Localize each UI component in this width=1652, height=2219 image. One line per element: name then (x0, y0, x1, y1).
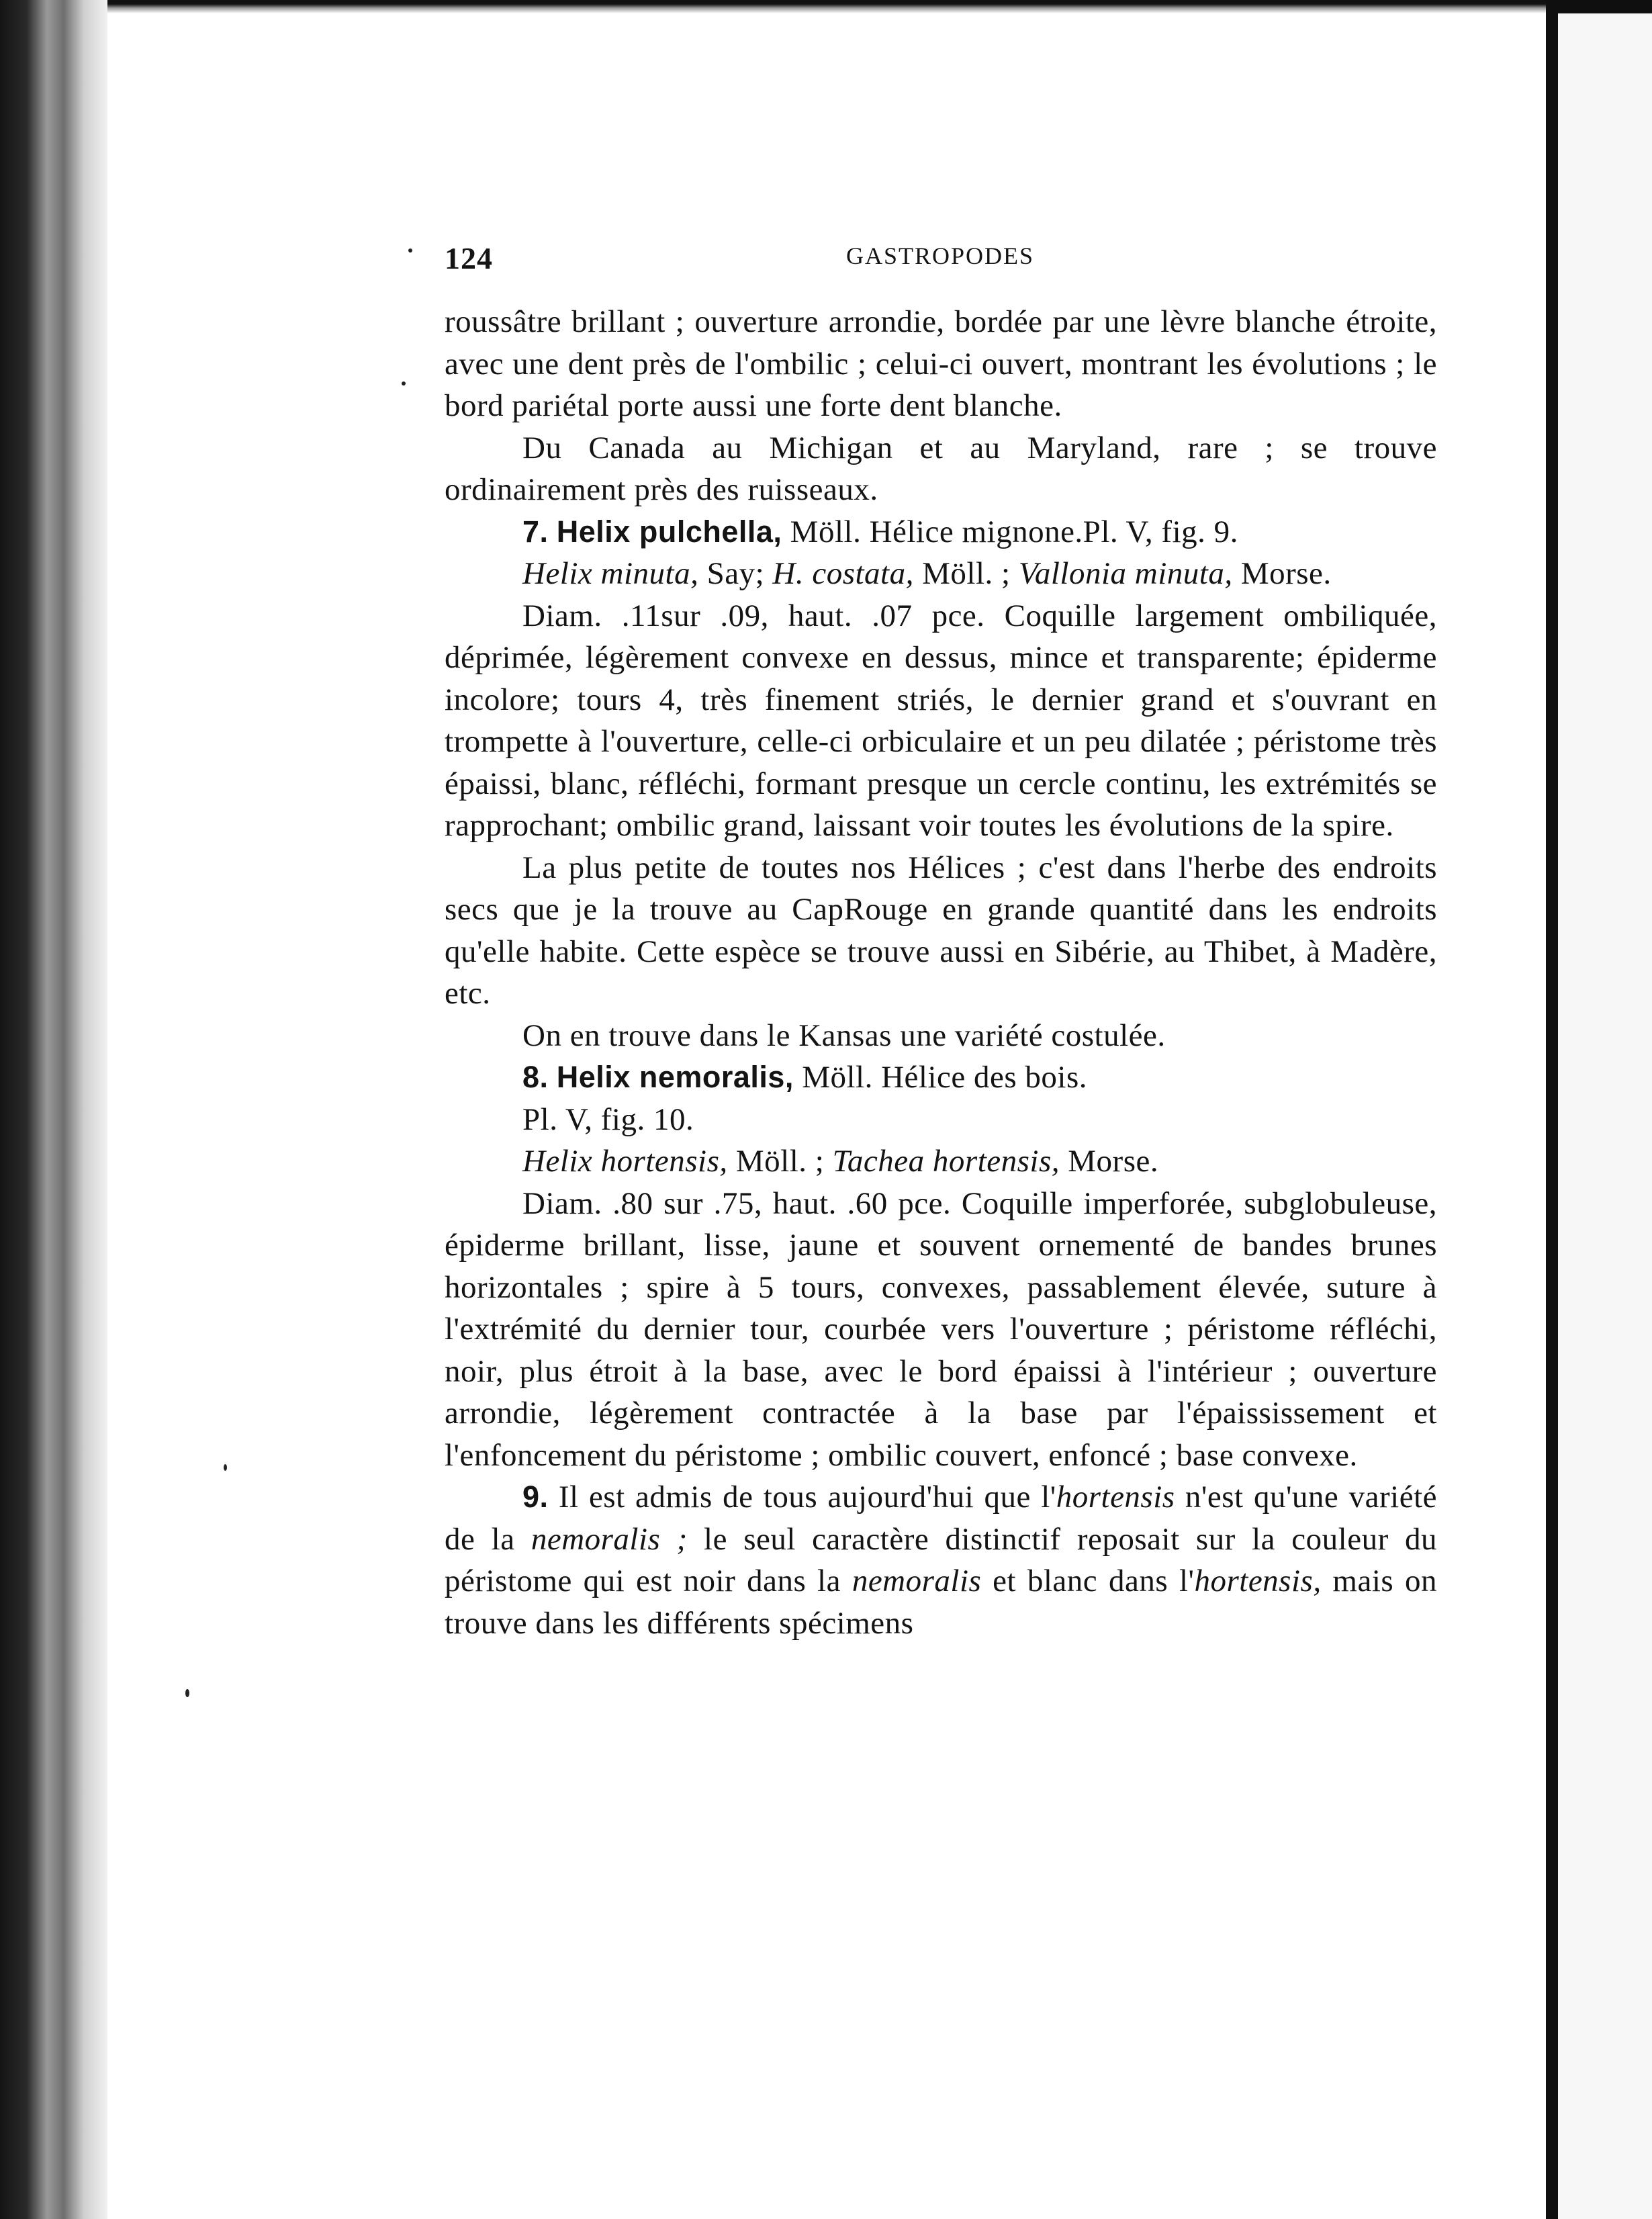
paragraph-distribution-6: Du Canada au Michigan et au Maryland, rare ; se trouve ordinairement près des ruisseaux. (445, 430, 1437, 507)
text-run: mais on trouve dans les différents spécimens (445, 1564, 1437, 1641)
synonym-author: Möll. ; (727, 1144, 833, 1179)
species-epithet: hortensis, (1194, 1564, 1322, 1598)
synonym: Tachea hortensis, (832, 1144, 1060, 1179)
paragraph-continuation: roussâtre brillant ; ouverture arrondie, bordée par une lèvre blanche étroite, avec une dent près de l'ombilic ; celui-ci ouvert, montrant les évolutions ; le bord pariétal porte aussi une forte dent blanche. (445, 304, 1437, 423)
ink-speck (224, 1464, 227, 1471)
description-8: Diam. .80 sur .75, haut. .60 pce. Coquille imperforée, subglobuleuse, épiderme brillant, lisse, jaune et souvent ornementé de bandes brunes horizontales ; spire à 5 tours, convexes, passablement élevée, suture à l'extrémité du dernier tour, courbée vers l'ouverture ; péristome réfléchi, noir, plus étroit à la base, avec le bord épaissi à l'intérieur ; ouverture arrondie, légèrement contractée à la base par l'épaississement et l'enfoncement du péristome ; ombilic couvert, enfoncé ; base convexe. (445, 1185, 1437, 1473)
species-epithet: nemoralis (852, 1564, 982, 1598)
synonym-author: Möll. ; (913, 556, 1019, 591)
synonym: Helix hortensis, (522, 1144, 728, 1179)
entry-number: 9. (522, 1480, 549, 1514)
text-run: et blanc dans l' (981, 1564, 1195, 1598)
synonyms-8 (445, 1140, 1437, 1183)
page-number: 124 (445, 241, 493, 275)
description-7: Diam. .11sur .09, haut. .07 pce. Coquille largement ombiliquée, déprimée, légèrement convexe en dessus, mince et transparente; épiderme incolore; tours 4, très finement striés, le dernier grand et s'ouvrant en trompette à l'ouverture, celle-ci orbiculaire et un peu dilatée ; péristome très épaissi, blanc, réfléchi, formant presque un cercle continu, les extrémités se rapprochant; ombilic grand, laissant voir toutes les évolutions de la spire. (445, 598, 1437, 843)
synonym: H. costata, (772, 556, 914, 591)
synonym-author: Morse. (1232, 556, 1332, 591)
plate-reference-8: Pl. V, fig. 10. (522, 1101, 694, 1137)
entry-number: 8. (522, 1060, 549, 1094)
ink-speck (185, 1689, 189, 1697)
species-name: Helix nemoralis, (556, 1060, 794, 1094)
running-title: GASTROPODES (846, 242, 1035, 269)
paragraph-9 (445, 1476, 1437, 1644)
page-content (403, 222, 1437, 1641)
facing-page-edge (1546, 0, 1652, 2219)
page-header (403, 222, 1437, 296)
text-run: n'est qu'une variété de la (445, 1480, 1437, 1557)
synonym: Helix minuta, (522, 556, 699, 591)
species-epithet: nemoralis ; (531, 1521, 688, 1557)
entry-heading-8 (445, 1056, 1437, 1099)
text-run: le seul caractère distinctif reposait sur la couleur du péristome qui est noir dans la (445, 1521, 1437, 1598)
entry-heading-rest: Möll. Hélice mignone.Pl. V, fig. 9. (782, 514, 1238, 549)
synonym: Vallonia minuta, (1018, 556, 1233, 591)
body-text (445, 301, 1437, 1644)
species-name: Helix pulchella, (556, 514, 782, 549)
synonym-author: Say; (698, 556, 773, 591)
entry-number: 7. (522, 514, 549, 549)
paragraph-variety-7: On en trouve dans le Kansas une variété costulée. (522, 1017, 1166, 1053)
ink-speck (402, 381, 406, 386)
scan-top-edge (0, 0, 1571, 13)
text-run: Il est admis de tous aujourd'hui que l' (548, 1480, 1056, 1514)
paragraph-habitat-7: La plus petite de toutes nos Hélices ; c'est dans l'herbe des endroits secs que je la trouve au CapRouge en grande quantité dans les endroits qu'elle habite. Cette espèce se trouve aussi en Sibérie, au Thibet, à Madère, etc. (445, 850, 1437, 1011)
entry-heading-7 (445, 511, 1437, 553)
book-gutter (0, 0, 107, 2219)
synonym-author: Morse. (1060, 1144, 1159, 1179)
entry-heading-rest: Möll. Hélice des bois. (793, 1060, 1087, 1095)
synonyms-7 (445, 553, 1437, 595)
species-epithet: hortensis (1056, 1480, 1175, 1514)
